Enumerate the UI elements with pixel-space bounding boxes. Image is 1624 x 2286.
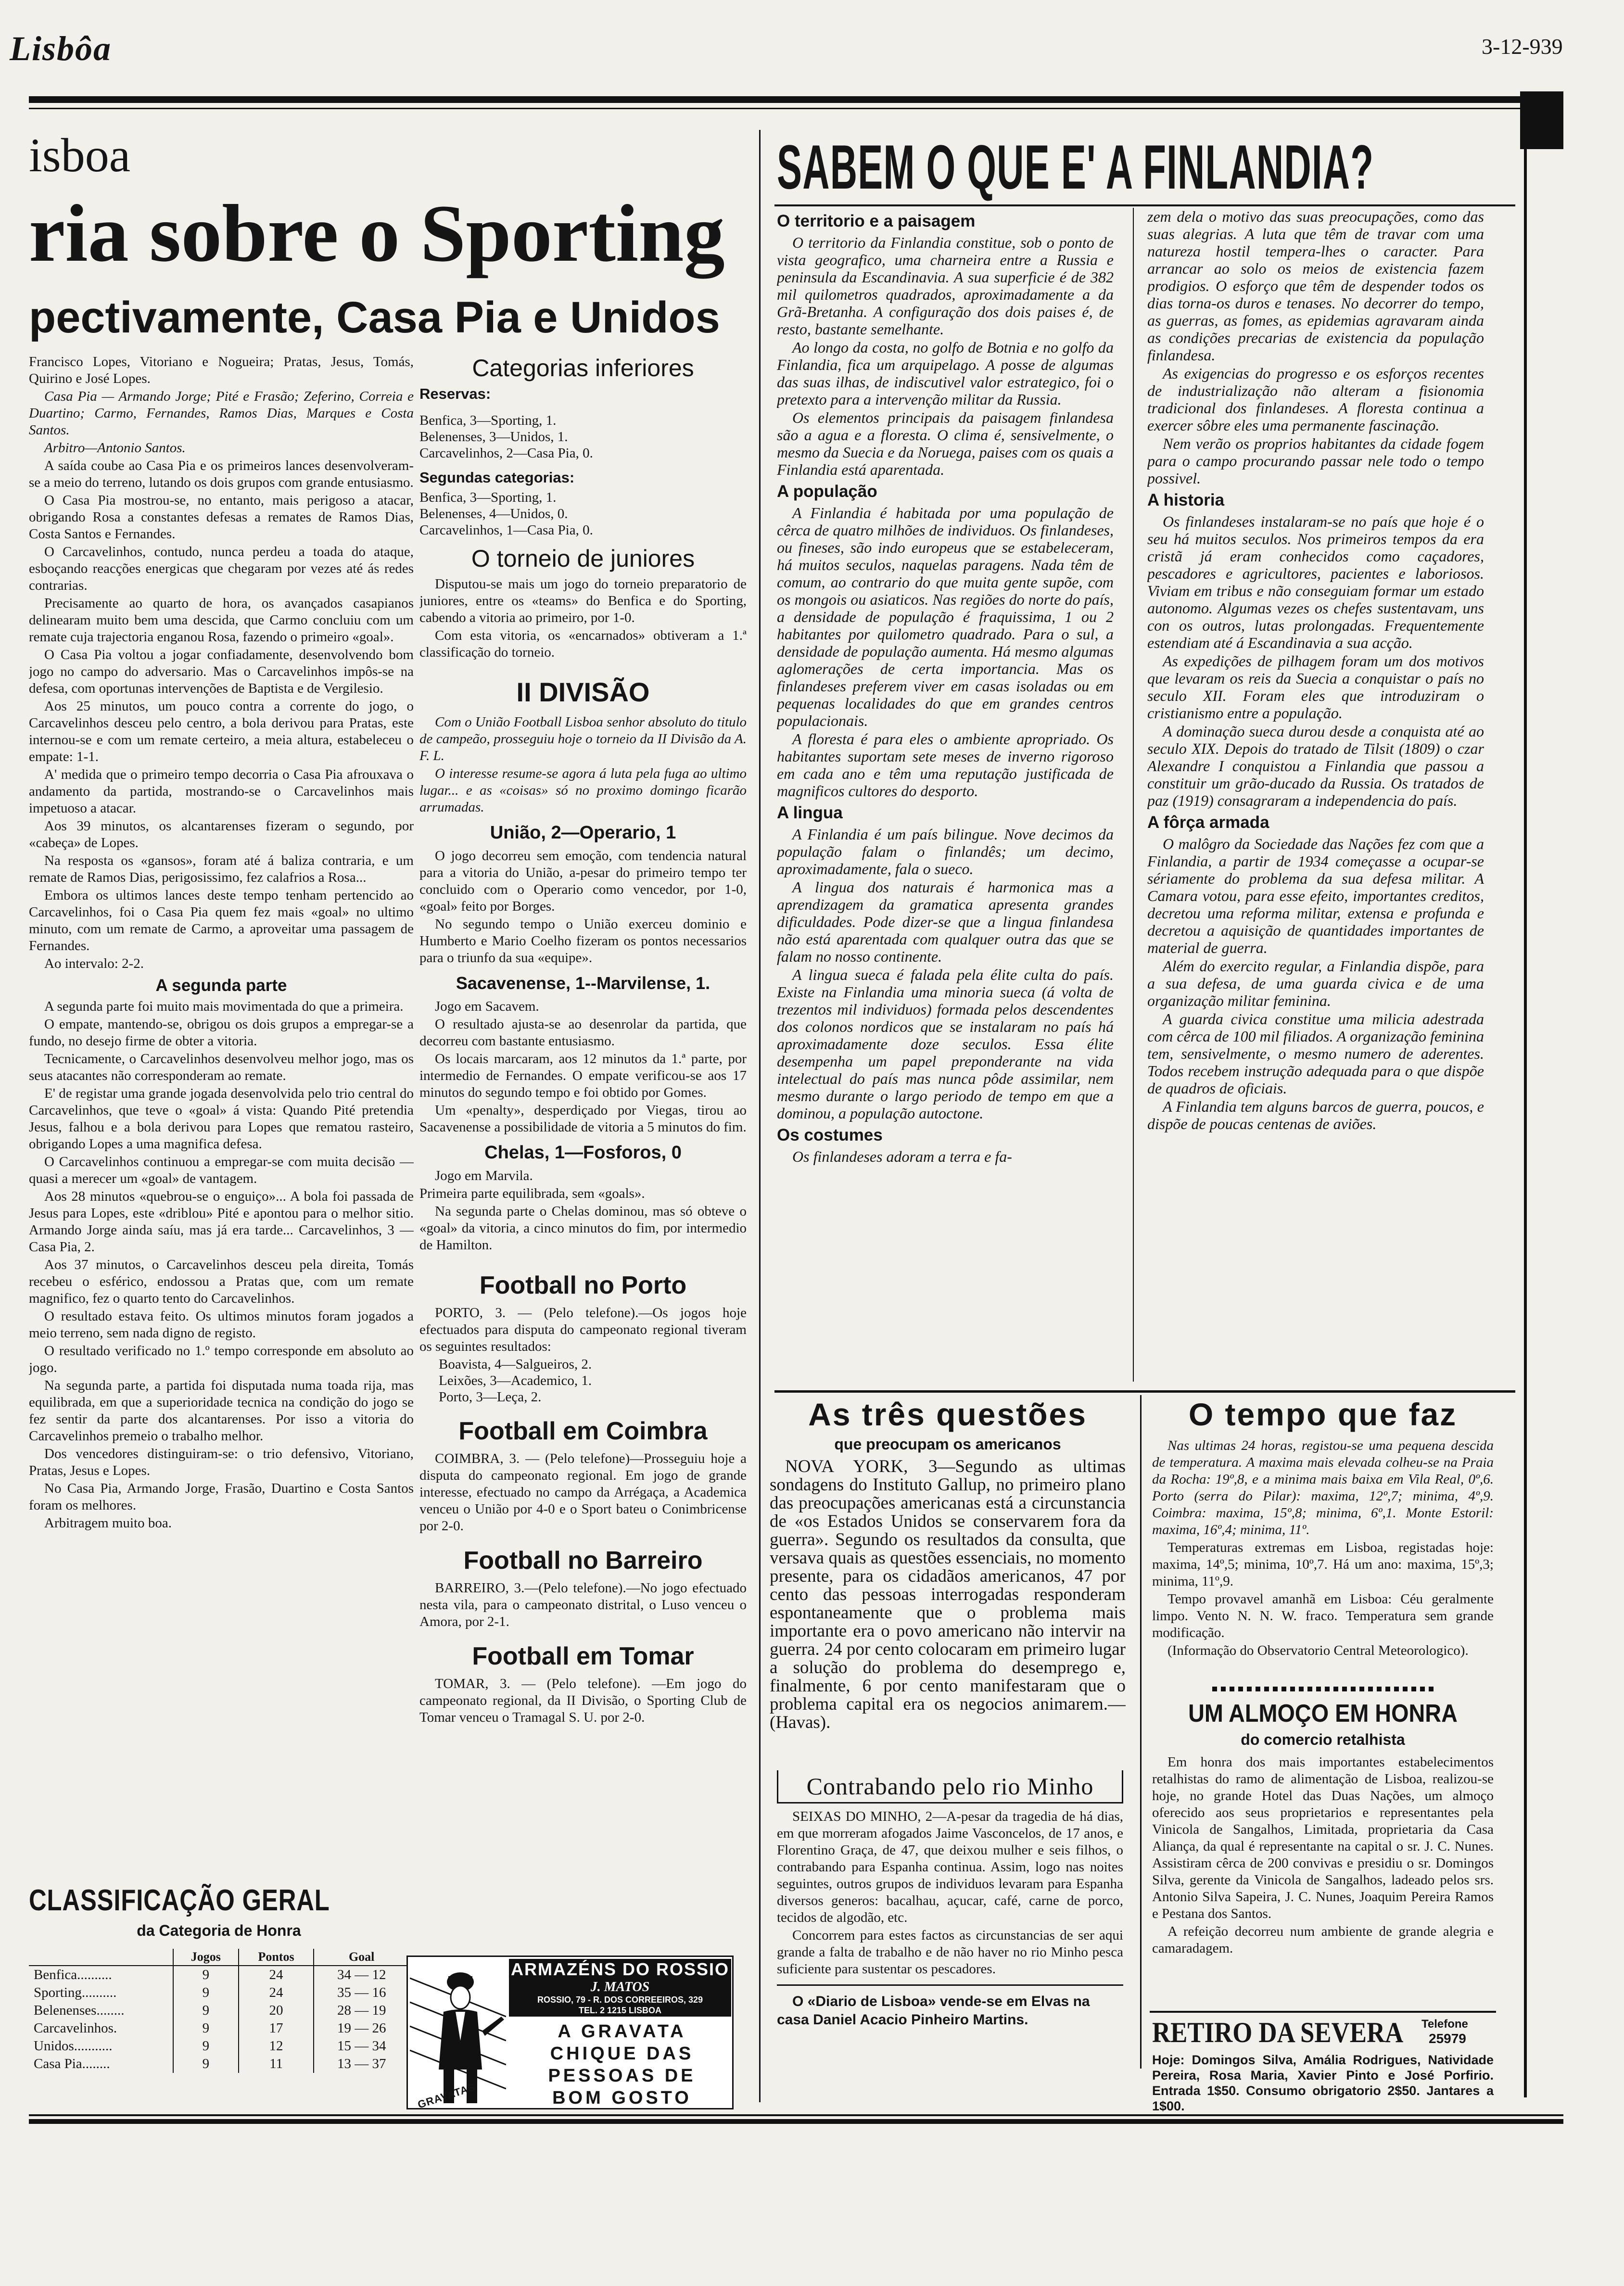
paragraph: No Casa Pia, Armando Jorge, Frasão, Duartino e Costa Santos foram os melhores. bbox=[29, 1481, 414, 1513]
ad-store-address: ROSSIO, 79 - R. DOS CORREEIROS, 329 bbox=[537, 1995, 703, 2005]
result-line: Belenenses, 4—Unidos, 0. bbox=[419, 506, 568, 521]
jogos-cell: 9 bbox=[173, 1966, 239, 1984]
barreiro-title: Football no Barreiro bbox=[463, 1547, 703, 1575]
paragraph: O resultado verificado no 1.º tempo corresponde em absoluto ao jogo. bbox=[29, 1343, 414, 1375]
paragraph: O Carcavelinhos continuou a empregar-se com muita decisão — quasi a merecer um «goal» de vantagem. bbox=[29, 1154, 414, 1186]
paragraph: Um «penalty», desperdiçado por Viegas, tirou ao Sacavenense a possibilidade de vitoria a 5 minutos do fim. bbox=[419, 1103, 747, 1135]
notice-rule bbox=[777, 1984, 1123, 1986]
club-name: Sporting.......... bbox=[34, 1985, 117, 2000]
paragraph: A lingua sueca é falada pela élite culta do país. Existe na Finlandia uma minoria sueca (á volta de trezentos mil individuos) formada pelos descendentes dos colonos nordicos que se instalaram no país há aproximadamente doze seculos. Essa élite desempenha um papel preponderante na vida intelectual do país mas nunca pôde assimilar, nem mesmo durante o largo periodo de tempo em que a dominou, a população autoctone. bbox=[777, 966, 1114, 1122]
retiro-phone: 25979 bbox=[1429, 2031, 1466, 2046]
retiro-ad bbox=[1152, 2016, 1494, 2113]
paragraph: O empate, mantendo-se, obrigou os dois grupos a empregar-se a fundo, no desejo firme de obter a vitoria. bbox=[29, 1016, 414, 1049]
standings-table bbox=[29, 1949, 409, 2073]
jogos-cell: 9 bbox=[173, 2002, 239, 2019]
ad-slogan-line: PESSOAS DE bbox=[548, 2066, 696, 2086]
section-kicker: isboa bbox=[29, 128, 131, 182]
ad-slogan-line: CHIQUE DAS bbox=[550, 2044, 694, 2064]
almoco-title: UM ALMOÇO EM HONRA bbox=[1188, 1700, 1458, 1727]
table-row bbox=[29, 1984, 409, 2002]
article-subhead: pectivamente, Casa Pia e Unidos bbox=[29, 293, 720, 342]
ad-store-phone: TEL. 2 1215 LISBOA bbox=[578, 2006, 662, 2015]
retiro-program: Hoje: Domingos Silva, Amália Rodrigues, Natividade Pereira, Rosa Maria, Xavier Pinto e José Porfirio. Entrada 1$50. Consumo obrigatorio 2$50. Jantares a 1$00. bbox=[1152, 2053, 1494, 2113]
finl-col1 bbox=[777, 211, 1114, 1165]
questoes-title: As três questões bbox=[808, 1397, 1087, 1432]
ad-slogan bbox=[514, 2020, 730, 2109]
divisao-title: II DIVISÃO bbox=[516, 677, 650, 707]
goal-cell: 34 — 12 bbox=[314, 1966, 409, 1984]
result-line: Carcavelinhos, 1—Casa Pia, 0. bbox=[419, 522, 593, 538]
finlandia-column-1 bbox=[777, 208, 1114, 1391]
paragraph: PORTO, 3. — (Pelo telefone).—Os jogos hoje efectuados para disputa do campeonato regional tiveram os seguintes resultados: bbox=[419, 1305, 747, 1354]
paragraph: Na segunda parte o Chelas dominou, mas só obteve o «goal» da vitoria, a cinco minutos do fim, por intermedio de Hamilton. bbox=[419, 1204, 747, 1253]
paragraph: Tecnicamente, o Carcavelinhos desenvolveu melhor jogo, mas os seus atacantes não corresponderam ao remate. bbox=[29, 1051, 414, 1083]
almoco-article bbox=[1152, 1698, 1494, 2006]
contrabando-title: Contrabando pelo rio Minho bbox=[777, 1770, 1123, 1803]
table-row bbox=[29, 2037, 409, 2055]
finlandia-column-2 bbox=[1147, 208, 1484, 1391]
finlandia-subheading: O territorio e a paisagem bbox=[777, 212, 976, 230]
paragraph: Aos 37 minutos, o Carcavelinhos desceu pela direita, Tomás recebeu o esférico, endossou a Pratas que, com um remate magnifico, fez o quarto tento do Carcavelinhos. bbox=[29, 1257, 414, 1306]
pontos-cell: 20 bbox=[239, 2002, 314, 2019]
standings-subtitle: da Categoria de Honra bbox=[137, 1922, 301, 1939]
standings-header-pontos: Pontos bbox=[239, 1949, 314, 1966]
column-divider bbox=[1140, 1395, 1142, 2069]
jogos-cell: 9 bbox=[173, 2055, 239, 2073]
paragraph: NOVA YORK, 3—Segundo as ultimas sondagens do Instituto Gallup, no primeiro plano das preocupações americanas está a circunstancia de «os Estados Unidos se conservarem fora da guerra». Segundo os resultados da consulta, que versava quais as questões essenciais, no momento presente, para os cidadãos americanos, 47 por cento das pessoas interrogadas responderam espontaneamente que o problema mais importante era o povo americano não intervir na guerra. 24 por cento colocaram em primeiro lugar a solução do problema do desemprego e, finalmente, 6 por cento manifestaram que o problema capital era os negocios animarem.—(Havas). bbox=[770, 1457, 1126, 1732]
finlandia-subheading: A historia bbox=[1147, 491, 1225, 509]
finlandia-subheading: A lingua bbox=[777, 803, 843, 822]
paragraph: O Carcavelinhos, contudo, nunca perdeu a toada do ataque, esboçando reacções energicas que chegaram por vezes até ás redes contrarias. bbox=[29, 544, 414, 593]
chelas-title: Chelas, 1—Fosforos, 0 bbox=[484, 1143, 682, 1163]
porto-title: Football no Porto bbox=[479, 1271, 687, 1299]
paragraph: Arbitro—Antonio Santos. bbox=[44, 440, 186, 456]
paragraph: Temperaturas extremas em Lisboa, registadas hoje: maxima, 14º,5; minima, 10º,7. Há um ano: maxima, 15º,3; minima, 11º,9. bbox=[1152, 1540, 1494, 1589]
club-name: Casa Pia........ bbox=[34, 2056, 110, 2071]
sports-results-column bbox=[419, 354, 747, 1941]
column-divider bbox=[759, 130, 761, 2102]
result-line: Benfica, 3—Sporting, 1. bbox=[419, 413, 557, 428]
goal-cell: 13 — 37 bbox=[314, 2055, 409, 2073]
categorias-title: Categorias inferiores bbox=[472, 355, 694, 381]
paragraph: O Casa Pia voltou a jogar confiadamente, desenvolvendo bom jogo no campo do adversario. Mas o Carcavelinhos impôs-se na defesa, com oportunas intervenções de Baptista e de Vergilesio. bbox=[29, 647, 414, 696]
paragraph: SEIXAS DO MINHO, 2—A-pesar da tragedia de há dias, em que morreram afogados Jaime Vasconcelos, de 17 anos, e Florentino Graça, de 47, que deixou mulher e seis filhos, o contrabando para Espanha continua. Assim, logo nas noites seguintes, outros grupos de individuos levaram para Espanha diversos generos: bacalhau, açucar, café, carne de porco, tecidos de algodão, etc. bbox=[777, 1809, 1123, 1925]
main-headline: ria sobre o Sporting bbox=[29, 188, 725, 279]
paragraph: Além do exercito regular, a Finlandia dispõe, para a sua defesa, de uma guarda civica e de uma organização militar feminina. bbox=[1147, 957, 1484, 1009]
paragraph: A saída coube ao Casa Pia e os primeiros lances desenvolveram-se a meio do terreno, lutando os dois grupos com grande entusiasmo. bbox=[29, 458, 414, 490]
section-rule bbox=[774, 1390, 1515, 1393]
paragraph: Com o União Football Lisboa senhor absoluto do titulo de campeão, prosseguiu hoje o torneio da II Divisão da A. F. L. bbox=[419, 714, 747, 763]
reservas-label: Reservas: bbox=[419, 385, 491, 402]
masthead-date: 3-12-939 bbox=[1482, 34, 1563, 59]
standings-box bbox=[29, 1883, 409, 2105]
goal-cell: 28 — 19 bbox=[314, 2002, 409, 2019]
club-name: Belenenses........ bbox=[34, 2003, 125, 2018]
paragraph: Ao intervalo: 2-2. bbox=[44, 956, 144, 971]
retiro-title: RETIRO DA SEVERA bbox=[1152, 2017, 1404, 2048]
segundas-label: Segundas categorias: bbox=[419, 469, 575, 486]
goal-cell: 15 — 34 bbox=[314, 2037, 409, 2055]
paragraph: A dominação sueca durou desde a conquista até ao seculo XIX. Depois do tratado de Tilsit (1809) o czar Alexandre I conquistou a Finlandia que passou a constituir um grão-ducado da Russia. Os tratados de paz (1919) consagraram a independencia do país. bbox=[1147, 723, 1484, 809]
paragraph: Embora os ultimos lances deste tempo tenham pertencido ao Carcavelinhos, foi o Casa Pia quem fez mais «goal» no ultimo minuto, com um remate de Carmo, a aproveitar uma passagem de Fernandes. bbox=[29, 888, 414, 953]
jogos-cell: 9 bbox=[173, 2037, 239, 2055]
result-line: Leixões, 3—Academico, 1. bbox=[439, 1373, 592, 1388]
uniao-title: União, 2—Operario, 1 bbox=[490, 823, 676, 843]
armazens-rossio-ad bbox=[406, 1956, 734, 2109]
pontos-cell: 24 bbox=[239, 1984, 314, 2002]
paragraph: Com esta vitoria, os «encarnados» obtiveram a 1.ª classificação do torneio. bbox=[419, 628, 747, 660]
almoco-subtitle: do comercio retalhista bbox=[1241, 1731, 1405, 1748]
masthead-title: Lisbôa bbox=[10, 29, 112, 68]
club-name: Unidos........... bbox=[34, 2038, 113, 2054]
paragraph: Aos 25 minutos, um pouco contra a corrente do jogo, o Carcavelinhos desceu pelo centro, a bola derivou para Pratas, este internou-se e com um remate certeiro, a meia altura, estabeleceu o empate: 1-1. bbox=[29, 698, 414, 764]
jogos-cell: 9 bbox=[173, 2019, 239, 2037]
tempo-article bbox=[1152, 1395, 1494, 1693]
table-row bbox=[29, 2019, 409, 2037]
sacavenense-title: Sacavenense, 1--Marvilense, 1. bbox=[456, 973, 710, 993]
paragraph: Tempo provavel amanhã em Lisboa: Céu geralmente limpo. Vento N. N. W. fraco. Temperatura sem grande modificação. bbox=[1152, 1591, 1494, 1640]
paragraph: A Finlandia tem alguns barcos de guerra, poucos, e dispõe de poucas centenas de aviões. bbox=[1147, 1098, 1484, 1132]
ad-store-name: ARMAZÉNS DO ROSSIO bbox=[510, 1959, 730, 1979]
paragraph: Primeira parte equilibrada, sem «goals». bbox=[419, 1186, 645, 1201]
paragraph: Os locais marcaram, aos 12 minutos da 1.ª parte, por intermedio de Fernandes. O empate verificou-se aos 17 minutos do segundo tempo e foi obtido por Gomes. bbox=[419, 1051, 747, 1100]
ad-slogan-line: BOM GOSTO bbox=[552, 2088, 692, 2108]
right-edge-rule bbox=[1524, 144, 1527, 2097]
club-name: Carcavelinhos. bbox=[34, 2020, 117, 2036]
club-name: Benfica.......... bbox=[34, 1967, 112, 1982]
paragraph: A guarda civica constitue uma milicia adestrada com cêrca de 100 mil filiados. A organização feminina tem, sensivelmente, o mesmo numero de aderentes. Todos recebem instrução adequada para o que dispõe de quadros de oficiais. bbox=[1147, 1010, 1484, 1097]
table-row bbox=[29, 2055, 409, 2073]
bottom-rule-thick bbox=[29, 2119, 1563, 2124]
paragraph: No segundo tempo o União exerceu dominio e Humberto e Mario Coelho fizeram os pontos necessarios para o triunfo da sua «equipe». bbox=[419, 916, 747, 965]
questoes-subtitle: que preocupam os americanos bbox=[834, 1435, 1061, 1453]
finl-col2 bbox=[1147, 208, 1484, 1132]
paragraph: BARREIRO, 3.—(Pelo telefone).—No jogo efectuado nesta vila, para o campeonato distrital, o Luso venceu o Amora, por 2-1. bbox=[419, 1580, 747, 1629]
result-line: Carcavelinhos, 2—Casa Pia, 0. bbox=[419, 445, 593, 461]
standings-header-jogos: Jogos bbox=[173, 1949, 239, 1966]
paragraph: A' medida que o primeiro tempo decorria o Casa Pia afrouxava o andamento da partida, mostrando-se o Carcavelinhos mais impetuoso a atacar. bbox=[29, 767, 414, 816]
tempo-title: O tempo que faz bbox=[1188, 1397, 1458, 1432]
table-row bbox=[29, 1966, 409, 1984]
paragraph: O malôgro da Sociedade das Nações fez com que a Finlandia, a partir de 1934 começasse a ocupar-se sériamente do problema da sua defesa militar. A Camara votou, para esse efeito, importantes creditos, decretou uma reforma militar, extensa e profunda e decretou a aquisição de quantidades importantes de material de guerra. bbox=[1147, 835, 1484, 956]
paragraph: As expedições de pilhagem foram um dos motivos que levaram os reis da Suecia a conquistar o país no seculo XII. Foram eles que introduziram o cristianismo entre a população. bbox=[1147, 652, 1484, 722]
result-line: Belenenses, 3—Unidos, 1. bbox=[419, 429, 568, 444]
contrabando-article bbox=[777, 1770, 1123, 2054]
paragraph: zem dela o motivo das suas preocupações, como das suas alegrias. A luta que têm de travar com uma natureza hostil tempera-lhes o caracter. Para arrancar ao solo os meios de existencia fazem prodigios. O esforço que têm de despender todos os dias torna-os duros e tenases. No decorrer do tempo, as guerras, as fomes, as epidemias agravaram ainda as condições precarias de existencia da população finlandesa. bbox=[1147, 208, 1484, 364]
tomar-title: Football em Tomar bbox=[472, 1642, 694, 1670]
subheading-segunda-parte: A segunda parte bbox=[155, 976, 287, 995]
paragraph: A lingua dos naturais é harmonica mas a aprendizagem da gramatica apresenta grandes dificuldades. Pode dizer-se que a lingua finlandesa não está aparentada com qualquer outra das que se falam no nosso continente. bbox=[777, 878, 1114, 965]
paragraph: TOMAR, 3. — (Pelo telefone). —Em jogo do campeonato regional, da II Divisão, o Sporting Club de Tomar venceu o Tramagal S. U. por 2-0. bbox=[419, 1676, 747, 1725]
paragraph: Casa Pia — Armando Jorge; Pité e Frasão; Zeferino, Correia e Duartino; Carmo, Fernandes, Ramos Dias, Marques e Costa Santos. bbox=[29, 389, 414, 438]
paragraph: Nas ultimas 24 horas, registou-se uma pequena descida de temperatura. A maxima mais elevada colheu-se na Praia da Rocha: 19º,8, e a minima mais baixa em Vila Real, 0º,6. Porto (serra do Pilar): maxima, 12º,7; minima, 4º,9. Coimbra: maxima, 15º,8; minima, 6º,1. Monte Estoril: maxima, 16º,4; minima, 11º. bbox=[1152, 1438, 1494, 1537]
section-rule bbox=[1150, 2011, 1496, 2013]
paragraph: Na resposta os «gansos», foram até á baliza contraria, e um remate de Ramos Dias, perigosissimo, fez calafrios a Rosa... bbox=[29, 853, 414, 885]
finlandia-subheading: Os costumes bbox=[777, 1126, 883, 1144]
result-line: Boavista, 4—Salgueiros, 2. bbox=[439, 1357, 592, 1372]
finlandia-headline: SABEM O QUE E' A FINLANDIA? bbox=[777, 132, 1374, 202]
top-rule-thin bbox=[29, 108, 1563, 109]
goal-cell: 19 — 26 bbox=[314, 2019, 409, 2037]
standings-header-club bbox=[29, 1949, 173, 1966]
pontos-cell: 11 bbox=[239, 2055, 314, 2073]
goal-cell: 35 — 16 bbox=[314, 1984, 409, 2002]
standings-header-row bbox=[29, 1949, 409, 1966]
result-line: Porto, 3—Leça, 2. bbox=[439, 1389, 542, 1405]
paragraph: Aos 39 minutos, os alcantarenses fizeram o segundo, por «cabeça» de Lopes. bbox=[29, 818, 414, 851]
paragraph: Precisamente ao quarto de hora, os avançados casapianos delinearam muito bem uma descida, que Carmo concluiu com um remate cuja trajectoria enganou Rosa, fazendo o primeiro «goal». bbox=[29, 596, 414, 645]
column-divider bbox=[1133, 208, 1134, 1382]
paragraph: Arbitragem muito boa. bbox=[44, 1515, 172, 1531]
finlandia-headline-rule bbox=[774, 204, 1515, 206]
juniores-title: O torneio de juniores bbox=[471, 545, 695, 572]
paragraph: O resultado ajusta-se ao desenrolar da partida, que decorreu com bastante entusiasmo. bbox=[419, 1016, 747, 1049]
pontos-cell: 24 bbox=[239, 1966, 314, 1984]
standings-header-goal: Goal bbox=[314, 1949, 409, 1966]
paragraph: O resultado estava feito. Os ultimos minutos foram jogados a meio terreno, sem nada digno de registo. bbox=[29, 1308, 414, 1341]
jogos-cell: 9 bbox=[173, 1984, 239, 2002]
sporting-article-column bbox=[29, 354, 414, 1912]
diario-notice: O «Diario de Lisboa» vende-se em Elvas na casa Daniel Acacio Pinheiro Martins. bbox=[777, 1994, 1090, 2028]
coimbra-title: Football em Coimbra bbox=[458, 1417, 708, 1445]
standings-title: CLASSIFICAÇÃO GERAL bbox=[29, 1884, 330, 1917]
paragraph: O Casa Pia mostrou-se, no entanto, mais perigoso a atacar, obrigando Rosa a constantes defesas a remates de Ramos Dias, Costa Santos e Fernandes. bbox=[29, 493, 414, 542]
paragraph: Aos 28 minutos «quebrou-se o enguiço»... A bola foi passada de Jesus para Lopes, este «driblou» Pité e apontou para o melhor sitio. Armando Jorge ainda saíu, mas já era tarde... Carcavelinhos, 3 — Casa Pia, 2. bbox=[29, 1189, 414, 1255]
paragraph: Ao longo da costa, no golfo de Botnia e no golfo da Finlandia, fica um arquipelago. A posse de algumas das suas ilhas, de indiscutivel valor estrategico, foi o pretexto para a intervenção militar da Russia. bbox=[777, 339, 1114, 408]
paragraph: A Finlandia é habitada por uma população de cêrca de quatro milhões de individuos. Os finlandeses, ou fineses, são indo europeus que se estabeleceram, há muitos seculos, naquelas paragens. Nada têm de comum, ao contrario do que muita gente supõe, com os mongois ou asiaticos. Nas regiões do norte do país, a densidade de população é fraquissima, 1 ou 2 habitantes por quilometro quadrado. Para o sul, a densidade de população aumenta. Há mesmo algumas aglomerações de certa importancia. Mas os finlandeses preferem viver em casas isoladas ou em pequenas localidades do que em grandes centros populacionais. bbox=[777, 504, 1114, 729]
paragraph: Em honra dos mais importantes estabelecimentos retalhistas do ramo de alimentação de Lisboa, realizou-se hoje, no grande Hotel das Duas Nações, um almoço oferecido aos seus proprietarios e representantes pela Vinicola de Sangalhos, Limitada, proprietaria da Casa Aliança, da qual é representante na capital o sr. J. C. Nunes. Assistiram cêrca de 200 convivas e presidiu o sr. Domingos Silva, gerente da Vinicola de Sangalhos, ladeado pelos srs. Antonio Silva Sapeira, J. C. Nunes, Joaquim Pereira Ramos e Pestana dos Santos. bbox=[1152, 1754, 1494, 1921]
paragraph: Os finlandeses adoram a terra e fa- bbox=[792, 1148, 1012, 1165]
pontos-cell: 17 bbox=[239, 2019, 314, 2037]
paragraph: A floresta é para eles o ambiente apropriado. Os habitantes suportam sete meses de inverno rigoroso em cada ano e têm uma reputação justificada de magnificos cultores do desporto. bbox=[777, 730, 1114, 800]
paragraph: Jogo em Sacavem. bbox=[435, 999, 539, 1014]
paragraph: A Finlandia é um país bilingue. Nove decimos da população falam o finlandês; um decimo, aproximadamente, fala o sueco. bbox=[777, 826, 1114, 877]
paragraph: Concorrem para estes factos as circunstancias de ser aqui grande a falta de trabalho e de não haver no rio Minho pesca suficiente para sustentar os pescadores. bbox=[777, 1928, 1123, 1977]
paragraph: Nem verão os proprios habitantes da cidade fogem para o campo procurando passar nele todo o tempo possivel. bbox=[1147, 435, 1484, 487]
paragraph: Francisco Lopes, Vitoriano e Nogueira; Pratas, Jesus, Tomás, Quirino e José Lopes. bbox=[29, 354, 414, 386]
ad-store-owner: J. MATOS bbox=[590, 1980, 650, 1994]
paragraph: O jogo decorreu sem emoção, com tendencia natural para a vitoria do União, a-pesar do primeiro tempo ter concluido com o Operario como vencedor, por 1-0, «goal» feito por Borges. bbox=[419, 848, 747, 914]
ad-store-banner bbox=[509, 1959, 731, 2017]
paragraph: O territorio da Finlandia constitue, sob o ponto de vista geografico, uma charneira entre a Russia e peninsula da Escandinavia. A sua superficie é de 382 mil quilometros quadrados, aproximadamente a da Grã-Bretanha. A configuração dos dois paises é, de resto, bastante semelhante. bbox=[777, 234, 1114, 338]
retiro-phone-label: Telefone bbox=[1421, 2018, 1468, 2031]
paragraph: As exigencias do progresso e os esforços recentes de industrialização não alteram a fisionomia tradicional dos finlandeses. A floresta continua a exercer sôbre eles uma permanente fascinação. bbox=[1147, 365, 1484, 434]
top-rule bbox=[29, 96, 1563, 103]
paragraph: COIMBRA, 3. — (Pelo telefone)—Prosseguiu hoje a disputa do campeonato regional. Em jogo de grande interesse, efectuado no campo da Arrégaça, a Academica venceu o União por 4-0 e o Sport bateu o Conimbricense por 2-0. bbox=[419, 1451, 747, 1534]
paragraph: (Informação do Observatorio Central Meteorologico). bbox=[1167, 1643, 1469, 1658]
sporting-paras-a bbox=[29, 354, 414, 972]
paragraph: Os finlandeses instalaram-se no país que hoje é o seu há muitos seculos. Nos primeiros tempos da era cristã já eram conhecidos como caçadores, pescadores e agricultores, pacientes e laboriosos. Viviam em tribus e não conseguiam formar um estado autonomo. Algumas vezes os chefes sustentavam, uns con os outros, lutas prolongadas. Frequentemente estendiam até á Escandinavia a sua acção. bbox=[1147, 513, 1484, 651]
finlandia-subheading: A fôrça armada bbox=[1147, 813, 1269, 832]
right-bar bbox=[1520, 91, 1563, 149]
paragraph: E' de registar uma grande jogada desenvolvida pelo trio central do Carcavelinhos, que teve o «goal» á vista: Quando Pité pretendia Jesus, falhou e a bola derivou para Lopes que rematou rasteiro, obrigando Lopes a uma magnifica defesa. bbox=[29, 1086, 414, 1152]
paragraph: Na segunda parte, a partida foi disputada numa toada rija, mas equilibrada, em que a superioridade tecnica na condição do jogo se fez sentir da parte dos alcantarenses. Por isso a vitoria do Carcavelinhos premeio o trabalho melhor. bbox=[29, 1378, 414, 1444]
bottom-rule bbox=[29, 2114, 1563, 2116]
ornament-divider bbox=[1212, 1687, 1434, 1691]
paragraph: A segunda parte foi muito mais movimentada do que a primeira. bbox=[44, 999, 404, 1014]
paragraph: Os elementos principais da paisagem finlandesa são a agua e a floresta. O clima é, sensivelmente, o mesmo da Suecia e da Noruega, paises com os quais a Finlandia está aparentada. bbox=[777, 409, 1114, 478]
ad-tie-label: GRAVATAS bbox=[416, 2081, 477, 2111]
sporting-paras-b bbox=[29, 998, 414, 1532]
questoes-article bbox=[770, 1395, 1126, 1770]
paragraph: O interesse resume-se agora á luta pela fuga ao ultimo lugar... e as «coisas» só no proximo domingo ficarão arrumadas. bbox=[419, 766, 747, 815]
pontos-cell: 12 bbox=[239, 2037, 314, 2055]
result-line: Benfica, 3—Sporting, 1. bbox=[419, 490, 557, 505]
finlandia-subheading: A população bbox=[777, 482, 877, 501]
ad-slogan-line: A GRAVATA bbox=[558, 2021, 686, 2042]
table-row bbox=[29, 2002, 409, 2019]
paragraph: Disputou-se mais um jogo do torneio preparatorio de juniores, entre os «teams» do Benfica e do Sporting, cabendo a vitoria ao primeiro, por 1-0. bbox=[419, 576, 747, 625]
paragraph: Dos vencedores distinguiram-se: o trio defensivo, Vitoriano, Pratas, Jesus e Lopes. bbox=[29, 1446, 414, 1478]
paragraph: A refeição decorreu num ambiente de grande alegria e camaradagem. bbox=[1152, 1924, 1494, 1956]
paragraph: Jogo em Marvila. bbox=[435, 1168, 533, 1183]
